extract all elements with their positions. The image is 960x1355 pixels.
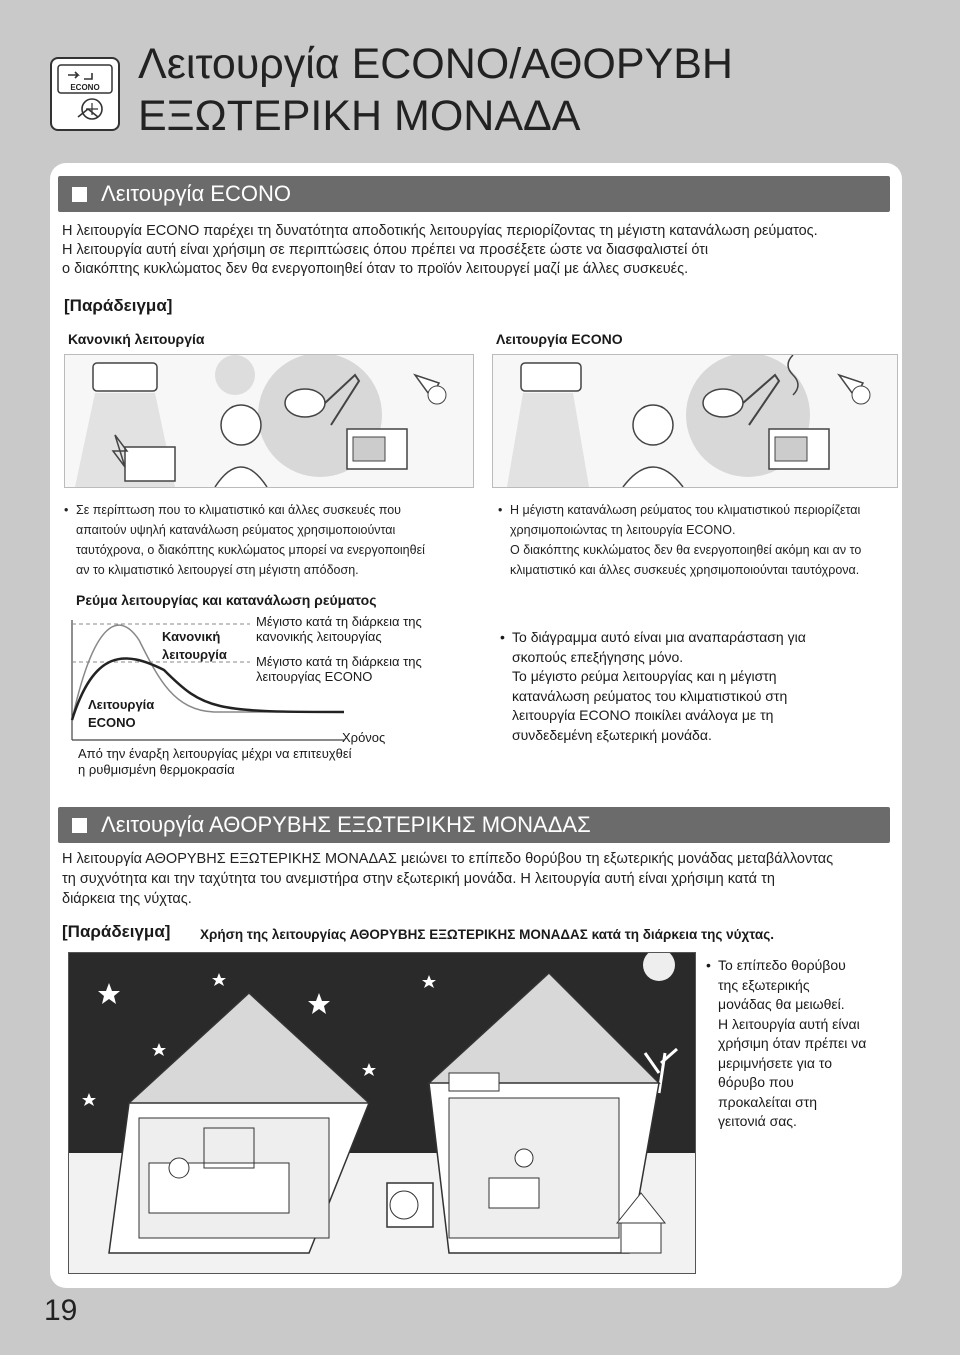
econo-curve-label	[88, 696, 154, 732]
air-conditioner-icon	[521, 363, 581, 391]
quiet-note-item	[706, 956, 896, 1132]
econo-desc-line-4: κλιματιστικό και άλλες συσκευές χρησιμοποιούνται ταυτόχρονα.	[510, 563, 860, 577]
night-illustration	[68, 952, 696, 1274]
quiet-note-line-3: μονάδας θα μειωθεί.	[718, 996, 845, 1012]
normal-curve-label	[162, 628, 227, 664]
econo-intro-line-1: Η λειτουργία ECONO παρέχει τη δυνατότητα αποδοτικής λειτουργίας περιορίζοντας τη μέγιστη κατανάλωση ρεύματος.	[62, 223, 818, 239]
person-icon	[633, 405, 673, 445]
indoor-unit-icon	[449, 1073, 499, 1091]
quiet-intro-line-1: Η λειτουργία ΑΘΟΡΥΒΗΣ ΕΞΩΤΕΡΙΚΗΣ ΜΟΝΑΔΑΣ μειώνει το επίπεδο θορύβου τη εξωτερικής μονάδας μεταβάλλοντας	[62, 851, 834, 867]
max-econo-line-1: Μέγιστο κατά τη διάρκεια της	[256, 654, 422, 669]
desk-icon	[489, 1178, 539, 1208]
person-icon	[221, 405, 261, 445]
graph-title: Ρεύμα λειτουργίας και κατανάλωση ρεύματος	[76, 592, 377, 608]
normal-desc-line-4: αν το κλιματιστικό λειτουργεί στη μέγιστη απόδοση.	[76, 563, 359, 577]
normal-operation-illustration	[64, 354, 474, 488]
econo-intro-line-2: Η λειτουργία αυτή είναι χρήσιμη σε περιπτώσεις όπου πρέπει να προσέξετε ώστε να διασφαλιστεί ότι	[62, 242, 709, 258]
econo-quiet-logo	[50, 57, 120, 131]
quiet-intro	[62, 849, 892, 909]
page-number: 19	[44, 1294, 78, 1327]
quiet-note	[706, 956, 896, 1132]
graph-note-item	[500, 628, 890, 745]
max-econo-line-2: λειτουργίας ECONO	[256, 669, 373, 684]
normal-description	[64, 500, 474, 580]
quiet-intro-line-3: διάρκεια της νύχτας.	[62, 891, 192, 907]
econo-operation-illustration	[492, 354, 898, 488]
normal-curve-label-2: λειτουργία	[162, 647, 227, 662]
normal-desc-line-1: • Σε περίπτωση που το κλιματιστικό και άλλες συσκευές που	[76, 503, 402, 517]
title-line-1: Λειτουργία ECONO/ΑΘΟΡΥΒΗ	[138, 40, 733, 88]
graph-caption-line-1: Από την έναρξη λειτουργίας μέχρι να επιτευχθεί	[78, 746, 352, 761]
quiet-example-text: Χρήση της λειτουργίας ΑΘΟΡΥΒΗΣ ΕΞΩΤΕΡΙΚΗΣ ΜΟΝΑΔΑΣ κατά τη διάρκεια της νύχτας.	[200, 927, 774, 942]
graph-note-line-6: συνδεδεμένη εξωτερική μονάδα.	[512, 726, 712, 743]
graph-note-line-2: σκοπούς επεξήγησης μόνο.	[512, 648, 684, 665]
normal-operation-label: Κανονική λειτουργία	[68, 331, 205, 347]
econo-curve-label-1: Λειτουργία	[88, 697, 155, 712]
econo-desc-line-3: Ο διακόπτης κυκλώματος δεν θα ενεργοποιηθεί ακόμη και αν το	[510, 543, 862, 557]
econo-description-item	[498, 500, 896, 580]
graph-note	[500, 628, 890, 745]
circuit-breaker-icon	[125, 447, 175, 481]
quiet-note-line-7: θόρυβο που	[718, 1074, 794, 1090]
econo-operation-label: Λειτουργία ECONO	[496, 331, 623, 347]
normal-curve-label-1: Κανονική	[162, 629, 221, 644]
econo-desc-line-2: χρησιμοποιώντας τη λειτουργία ECONO.	[510, 523, 736, 537]
logo-label: ECONO	[70, 83, 100, 92]
econo-curve-label-2: ECONO	[88, 715, 136, 730]
econo-desc-line-1: • Η μέγιστη κατανάλωση ρεύματος του κλιματιστικού περιορίζεται	[510, 503, 861, 517]
square-bullet-icon	[72, 818, 87, 833]
air-conditioner-icon	[93, 363, 157, 391]
quiet-note-line-1: • Το επίπεδο θορύβου	[718, 957, 846, 973]
econo-description	[498, 500, 896, 580]
normal-description-item	[64, 500, 474, 580]
econo-intro-line-3: ο διακόπτης κυκλώματος δεν θα ενεργοποιηθεί όταν το προϊόν λειτουργεί μαζί με άλλες συσκευές.	[62, 261, 689, 277]
econo-section-header	[58, 176, 890, 212]
graph-note-line-4: κατανάλωση ρεύματος του κλιματιστικού στη	[512, 687, 788, 704]
quiet-section-header	[58, 807, 890, 843]
graph-caption	[78, 746, 352, 778]
time-label: Χρόνος	[342, 730, 386, 745]
graph-note-line-3: Το μέγιστο ρεύμα λειτουργίας και η μέγιστη	[512, 668, 777, 684]
normal-desc-line-3: ταυτόχρονα, ο διακόπτης κυκλώματος μπορεί να ενεργοποιηθεί	[76, 543, 425, 557]
quiet-intro-line-2: τη συχνότητα και την ταχύτητα του ανεμιστήρα στην εξωτερική μονάδα. Η λειτουργία αυτή είναι χρήσιμη κατά τη	[62, 871, 775, 887]
max-normal-label	[256, 614, 422, 644]
vacuum-cleaner-icon	[703, 389, 743, 417]
quiet-note-line-9: γειτονιά σας.	[718, 1113, 797, 1129]
quiet-note-line-2: της εξωτερικής	[718, 976, 810, 993]
graph-caption-line-2: η ρυθμισμένη θερμοκρασία	[78, 762, 235, 777]
max-econo-label	[256, 654, 422, 684]
page-title	[138, 38, 733, 142]
quiet-note-line-6: μεριμνήσετε για το	[718, 1054, 832, 1071]
max-normal-line-2: κανονικής λειτουργίας	[256, 629, 382, 644]
quiet-note-line-8: προκαλείται στη	[718, 1093, 818, 1110]
econo-intro	[62, 222, 892, 279]
outdoor-unit-icon	[387, 1183, 433, 1227]
title-line-2: ΕΞΩΤΕΡΙΚΗ ΜΟΝΑΔΑ	[138, 92, 581, 140]
econo-example-label: [Παράδειγμα]	[64, 296, 173, 315]
quiet-example-label: [Παράδειγμα]	[62, 922, 171, 941]
econo-section-title: Λειτουργία ECONO	[101, 181, 291, 206]
square-bullet-icon	[72, 187, 87, 202]
econo-remote-icon	[52, 59, 118, 129]
graph-note-line-5: λειτουργία ECONO ποικίλει ανάλογα με τη	[512, 707, 774, 723]
quiet-note-line-4: Η λειτουργία αυτή είναι	[718, 1015, 860, 1032]
quiet-note-line-5: χρήσιμη όταν πρέπει να	[718, 1035, 867, 1051]
max-normal-line-1: Μέγιστο κατά τη διάρκεια της	[256, 614, 422, 629]
vacuum-cleaner-icon	[285, 389, 325, 417]
normal-desc-line-2: απαιτούν υψηλή κατανάλωση ρεύματος χρησιμοποιούνται	[76, 523, 396, 537]
quiet-section-title: Λειτουργία ΑΘΟΡΥΒΗΣ ΕΞΩΤΕΡΙΚΗΣ ΜΟΝΑΔΑΣ	[101, 812, 591, 837]
graph-note-line-1: • Το διάγραμμα αυτό είναι μια αναπαράσταση για	[512, 629, 806, 645]
